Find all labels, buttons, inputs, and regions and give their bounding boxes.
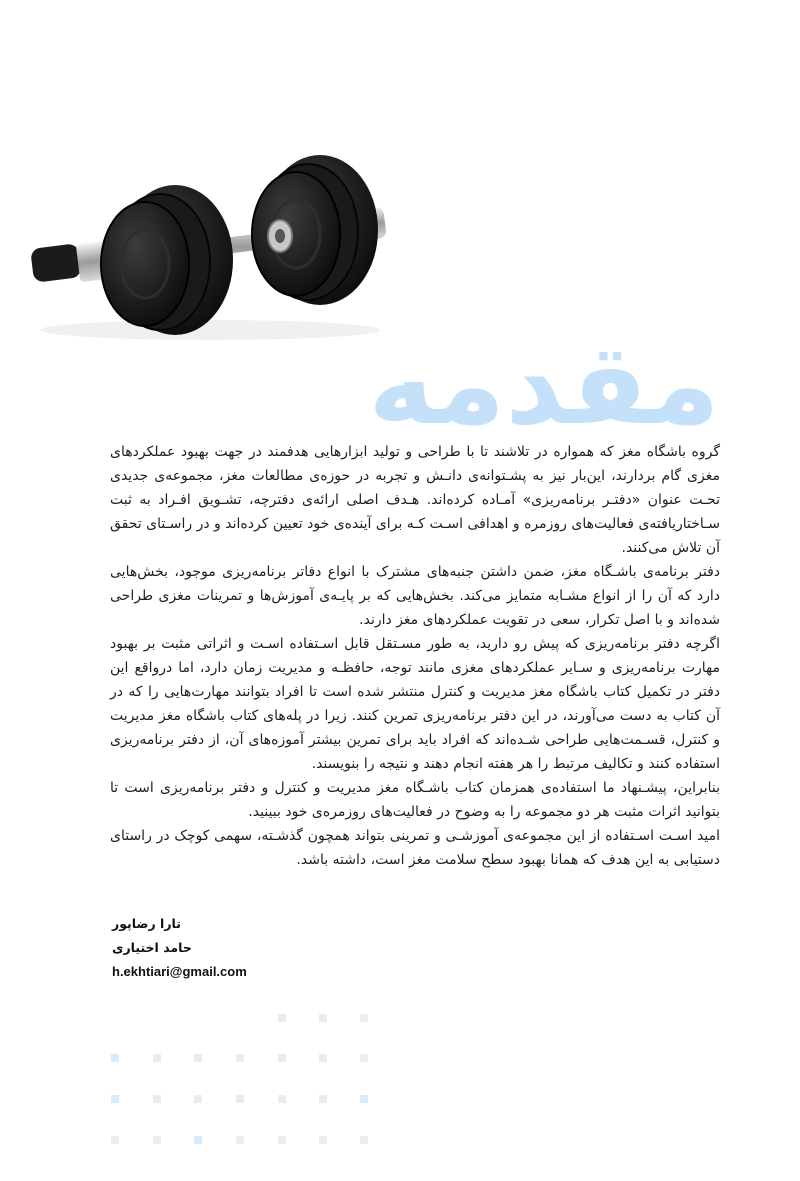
decorative-dot — [360, 1014, 368, 1022]
page-title: مقدمه — [368, 320, 720, 450]
decorative-dot — [360, 1054, 368, 1062]
decorative-dot — [319, 1095, 327, 1103]
decorative-dot — [319, 1014, 327, 1022]
decorative-dot — [236, 1095, 244, 1103]
decorative-dot — [111, 1095, 119, 1103]
dumbbell-image — [20, 150, 400, 350]
decorative-dot — [194, 1136, 202, 1144]
paragraph: گروه باشگاه مغز که همواره در تلاشند تا با طراحی و تولید ابزارهایی هدفمند در جهت بهبود عملکردهای مغزی گام بردارند، این‌بار نیز به پشـتوانه‌ی دانـش و تجربه در حوزه‌ی مطالعات مغز، مجموعه‌ی جدیدی تحـت عنوان «دفتـر برنامه‌ریزی» آمـاده کرده‌اند. هـدف اصلی ارائه‌ی دفترچه، تشـویق افـراد به ثبت سـاختاریافته‌ی فعالیت‌های روزمره و اهدافی اسـت کـه برای آینده‌ی خود تعیین کرده‌اند و در راسـتای تحقق آن تلاش می‌کنند. — [110, 444, 720, 556]
decorative-dot — [319, 1136, 327, 1144]
introduction-body — [110, 440, 720, 872]
decorative-dot — [236, 1054, 244, 1062]
author-name: حامد اختیاری — [112, 940, 192, 955]
decorative-dot — [153, 1136, 161, 1144]
paragraph: بنابراین، پیشـنهاد ما استفاده‌ی همزمان کتاب باشـگاه مغز مدیریت و کنترل و دفتر برنامه‌ریزی است تا بتوانید اثرات مثبت هر دو مجموعه را به وضوح در فعالیت‌های روزمره‌ی خود ببینید. — [110, 780, 720, 820]
decorative-dot — [278, 1095, 286, 1103]
paragraph: امید اسـت اسـتفاده از این مجموعه‌ی آموزشـی و تمرینی بتواند همچون گذشـته، سهمی کوچک در راستای دستیابی به این هدف که همانا بهبود سطح سلامت مغز است، داشته باشد. — [110, 828, 720, 868]
paragraph: اگرچه دفتر برنامه‌ریزی که پیش رو دارید، به طور مسـتقل قابل اسـتفاده اسـت و اثراتی مثبت بر بهبود مهارت برنامه‌ریزی و سـایر عملکردهای مغزی مانند توجه، حافظـه و مدیریت زمان دارد، اما درواقع این دفتر در تکمیل کتاب باشگاه مغز مدیریت و کنترل منتشر شده است تا افراد بتوانند مهارت‌هایی را که در آن کتاب به دست می‌آورند، در این دفتر برنامه‌ریزی تمرین کنند. زیرا در پله‌های کتاب باشگاه مغز مدیریت و کنترل، قسـمت‌هایی طراحی شـده‌اند که افراد باید برای تمرین بیشتر آموزه‌های آن، از دفتر برنامه‌ریزی استفاده کنند و تکالیف مرتبط را هر هفته انجام دهند و نتیجه را بنویسند. — [110, 636, 720, 772]
signature-block — [112, 912, 247, 984]
decorative-dot — [236, 1136, 244, 1144]
paragraph: دفتر برنامه‌ی باشـگاه مغز، ضمن داشتن جنبه‌های مشترک با انواع دفاتر برنامه‌ریزی موجود، بخش‌هایی دارد که آن را از انواع مشـابه متمایز می‌کند. بخش‌هایی که بر پایـه‌ی آموزش‌ها و تمرینات مغزی طراحی شده‌اند و با اصل تکرار، سعی در تقویت عملکردهای مغز دارند. — [110, 564, 720, 628]
decorative-dot — [360, 1095, 368, 1103]
decorative-dot — [278, 1054, 286, 1062]
decorative-dot — [278, 1136, 286, 1144]
decorative-dot — [153, 1095, 161, 1103]
decorative-dot — [194, 1054, 202, 1062]
author-name: تارا رضاپور — [112, 916, 181, 931]
decorative-dot — [111, 1054, 119, 1062]
decorative-dot — [111, 1136, 119, 1144]
decorative-dot — [319, 1054, 327, 1062]
decorative-dot — [360, 1136, 368, 1144]
decorative-dot — [194, 1095, 202, 1103]
decorative-dot — [153, 1054, 161, 1062]
author-email: h.ekhtiari@gmail.com — [112, 964, 247, 979]
decorative-dot — [278, 1014, 286, 1022]
